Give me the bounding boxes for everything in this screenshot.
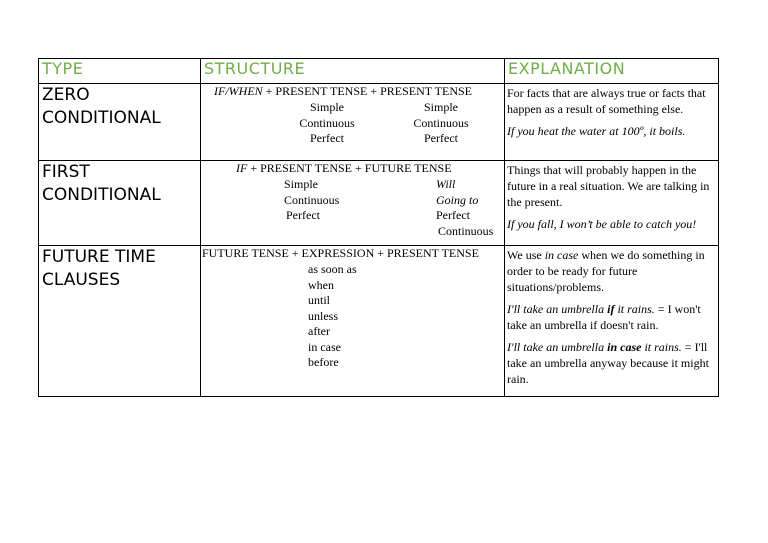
expression-item: unless xyxy=(308,308,338,323)
form-item: Perfect xyxy=(424,131,458,145)
type-first-conditional xyxy=(39,161,200,207)
explanation-first-conditional xyxy=(505,161,718,238)
example-gloss: = I won't take an umbrella if doesn't rain. xyxy=(507,302,701,332)
form-item: Perfect xyxy=(286,208,320,222)
example-gloss: = I'll take an umbrella anyway because it might rain. xyxy=(507,340,709,386)
form-item: Simple xyxy=(284,177,319,191)
form-item: Going to xyxy=(436,192,479,207)
explanation-zero-conditional xyxy=(505,84,718,145)
structure-future-time-clauses xyxy=(201,246,504,396)
form-item: Perfect xyxy=(436,208,470,222)
right-forms xyxy=(405,100,477,147)
form-item: Continuous xyxy=(438,223,494,238)
expression-item: before xyxy=(308,355,339,369)
explanation-text: For facts that are always true or facts that happen as a result of something else. xyxy=(507,86,706,116)
example-sentence: If you fall, I won’t be able to catch you! xyxy=(507,217,697,231)
right-forms xyxy=(436,177,493,239)
type-line: CONDITIONAL xyxy=(42,108,161,128)
explanation-future-time-clauses xyxy=(505,246,718,393)
structure-formula xyxy=(236,161,452,177)
expression-item: as soon as xyxy=(308,262,357,276)
explanation-text: Things that will probably happen in the future in a real situation. We are talking in the present. xyxy=(507,163,710,209)
example-if xyxy=(507,301,716,333)
structure-zero-conditional xyxy=(201,84,504,160)
type-zero-conditional xyxy=(39,84,200,130)
table-border-right xyxy=(718,58,719,397)
explanation-term: in case xyxy=(544,248,579,262)
example-keyword: if xyxy=(607,302,615,316)
type-line: CONDITIONAL xyxy=(42,185,161,205)
form-item: Simple xyxy=(423,100,458,114)
type-line: FUTURE TIME xyxy=(42,247,156,267)
example-post: it rains. xyxy=(641,340,682,354)
structure-formula xyxy=(214,84,472,100)
example-pre: I'll take an umbrella xyxy=(507,340,608,354)
expression-item: in case xyxy=(308,339,341,354)
expression-item: after xyxy=(308,324,330,338)
header-structure: STRUCTURE xyxy=(204,59,306,78)
structure-rest: + PRESENT TENSE + PRESENT TENSE xyxy=(262,84,472,98)
explanation-text-post: when we do something in order to be ready for future situations/problems. xyxy=(507,248,705,294)
header-type: TYPE xyxy=(42,59,84,78)
expression-item: until xyxy=(308,293,331,307)
type-line: FIRST xyxy=(42,162,90,182)
example-sentence: If you heat the water at 100º, it boils. xyxy=(507,124,686,138)
expression-item: when xyxy=(308,277,334,292)
type-line: ZERO xyxy=(42,85,90,105)
form-item: Simple xyxy=(309,100,344,114)
header-explanation: EXPLANATION xyxy=(508,59,626,78)
explanation-text xyxy=(507,247,716,295)
structure-formula: FUTURE TENSE + EXPRESSION + PRESENT TENSE xyxy=(202,246,479,260)
left-forms xyxy=(291,100,363,147)
left-forms xyxy=(284,177,339,224)
structure-first-conditional xyxy=(201,161,504,245)
example-in-case xyxy=(507,339,716,387)
example-post: it rains. xyxy=(614,302,655,316)
type-line: CLAUSES xyxy=(42,270,121,290)
expression-list xyxy=(308,262,357,371)
structure-if: IF/WHEN xyxy=(214,84,263,98)
form-item: Will xyxy=(436,177,456,191)
explanation-text-pre: We use xyxy=(507,248,545,262)
form-item: Perfect xyxy=(310,131,344,145)
example-keyword: in case xyxy=(607,340,642,354)
type-future-time-clauses xyxy=(39,246,200,292)
table-border-bottom xyxy=(38,396,719,397)
grammar-table xyxy=(38,58,719,397)
form-item: Continuous xyxy=(284,192,340,207)
form-item: Continuous xyxy=(413,115,469,130)
structure-rest: + PRESENT TENSE + FUTURE TENSE xyxy=(247,161,452,175)
example-pre: I'll take an umbrella xyxy=(507,302,608,316)
form-item: Continuous xyxy=(299,115,355,130)
structure-if: IF xyxy=(236,161,248,175)
